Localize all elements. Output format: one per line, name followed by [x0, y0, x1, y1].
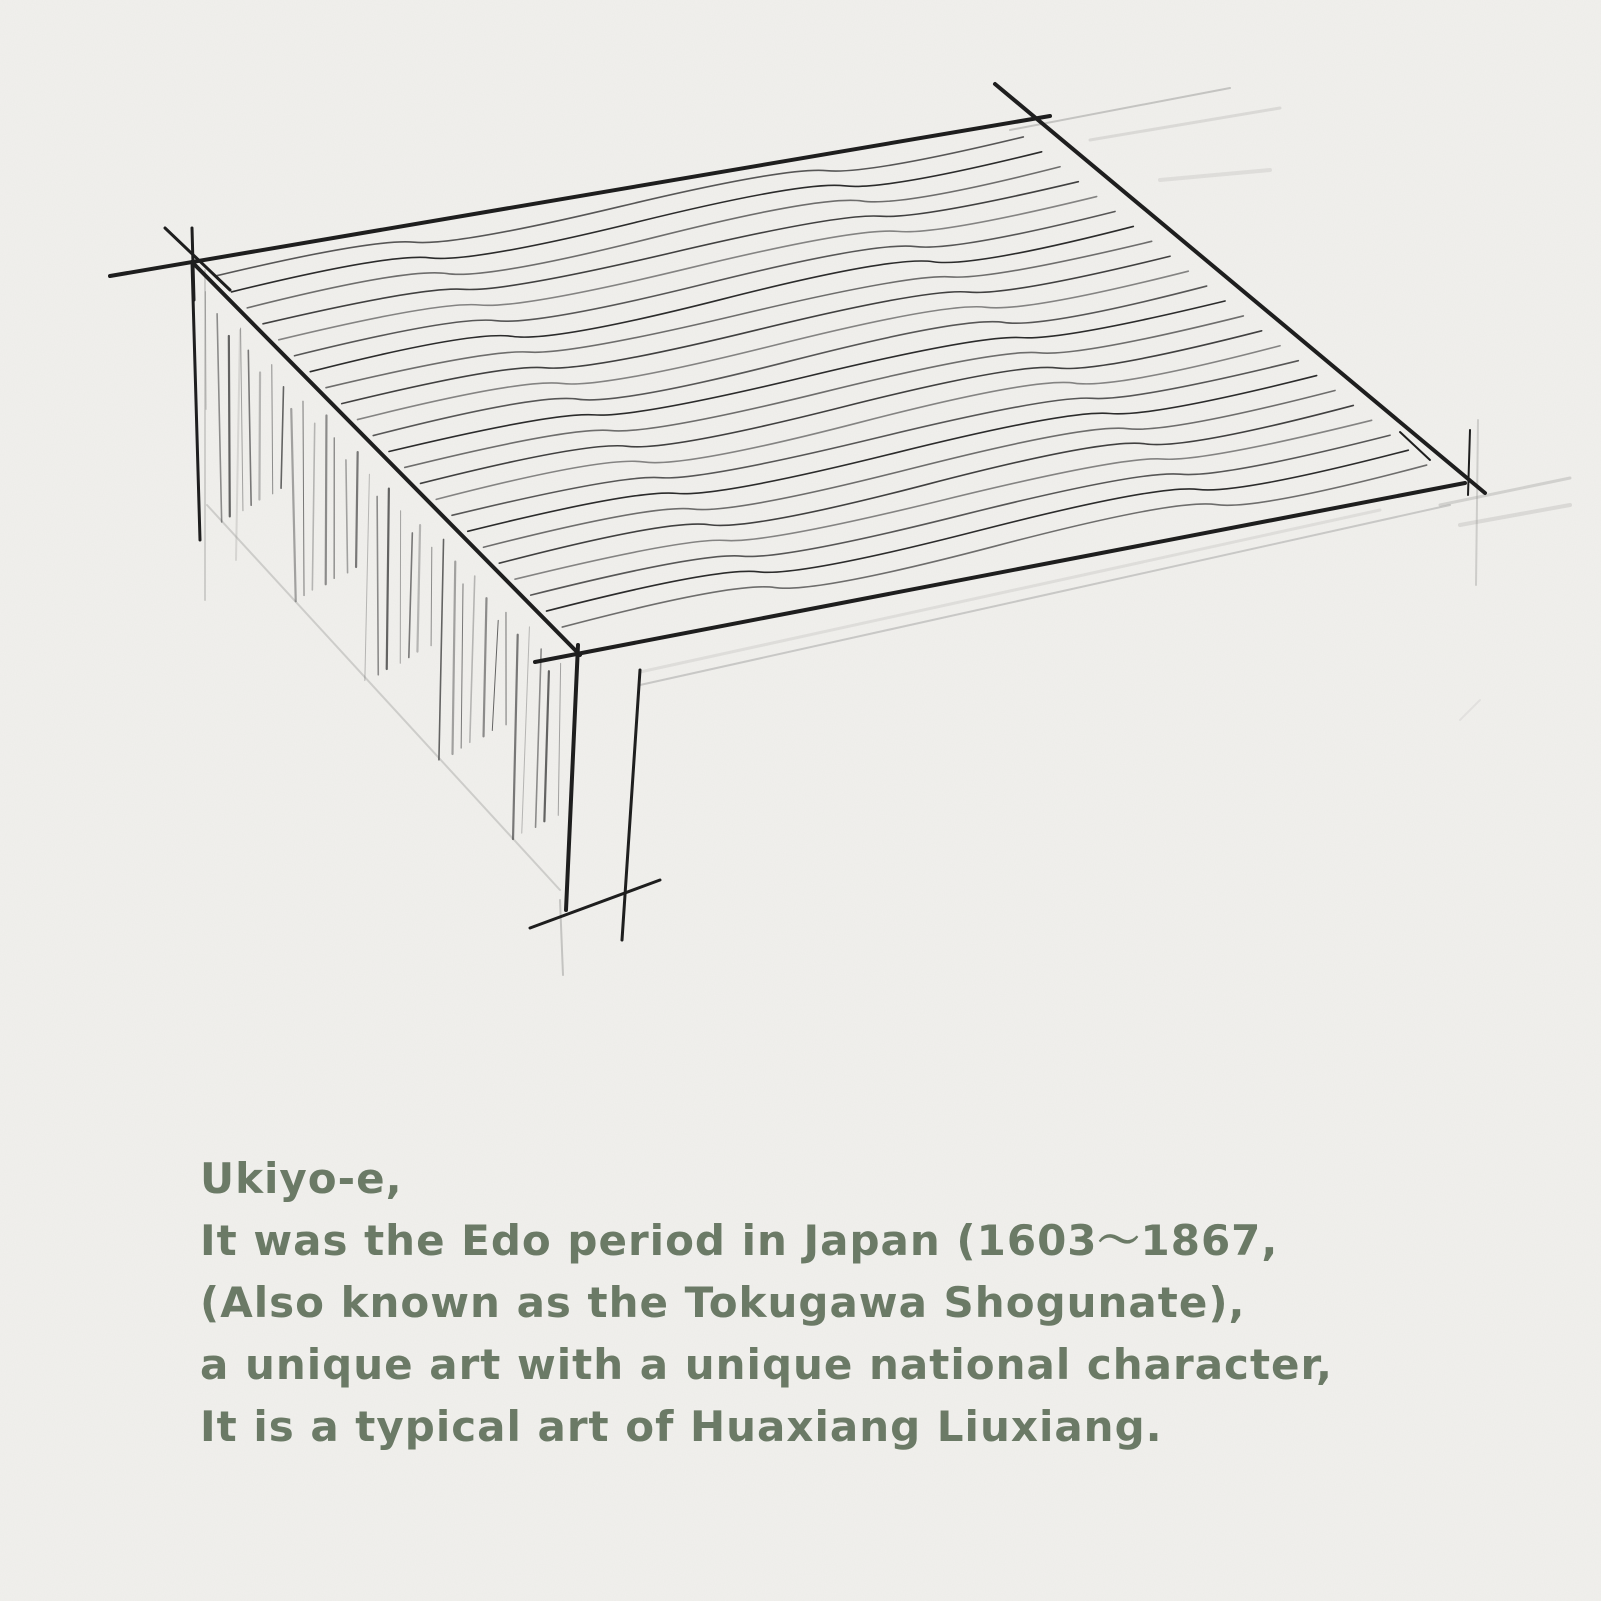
side-grain-stroke	[291, 409, 296, 601]
side-grain-stroke	[303, 401, 304, 595]
side-grain-stroke	[461, 584, 463, 748]
wood-grain-line	[263, 182, 1078, 324]
wood-grain-line	[216, 137, 1024, 276]
side-grain-stroke	[513, 635, 518, 839]
side-grain-stroke	[387, 489, 389, 669]
side-grain-stroke	[492, 620, 498, 730]
side-grain-stroke	[439, 539, 444, 759]
side-grain-stroke	[248, 350, 251, 505]
faint-construction-strokes	[205, 88, 1570, 975]
side-grain-stroke	[417, 525, 420, 652]
caption-line-5: It is a typical art of Huaxiang Liuxiang.	[200, 1402, 1163, 1451]
wood-grain-line	[499, 405, 1353, 563]
side-grain-stroke	[217, 314, 222, 522]
wood-grain-line	[295, 212, 1116, 356]
side-grain-stroke	[205, 292, 206, 410]
wood-grain-line	[247, 167, 1060, 308]
wood-grain-line	[326, 241, 1152, 387]
side-grain-stroke	[377, 496, 378, 674]
wood-grain-line	[358, 271, 1189, 419]
wood-grain-line	[436, 346, 1280, 500]
wood-grain-line	[342, 256, 1170, 403]
wood-grain-line	[310, 226, 1133, 371]
side-grain-stroke	[536, 649, 542, 827]
side-grain-stroke	[484, 598, 487, 736]
caption-line-3: (Also known as the Tokugawa Shogunate),	[200, 1278, 1246, 1327]
side-grain-stroke	[453, 562, 456, 754]
wood-grain-line	[232, 152, 1042, 292]
side-grain-stroke	[470, 576, 475, 742]
side-grain-stroke	[409, 533, 413, 658]
side-grain-stroke	[558, 663, 560, 815]
wood-grain-line	[279, 197, 1097, 340]
side-grain-stroke	[272, 365, 273, 494]
side-grain-stroke	[241, 328, 243, 511]
wood-grain-line	[373, 286, 1206, 435]
side-grain-stroke	[544, 671, 549, 821]
side-grain-stroke	[259, 372, 260, 499]
wood-grain-top-surface	[216, 137, 1427, 627]
side-grain-stroke	[431, 547, 432, 645]
side-grain-stroke	[356, 452, 358, 567]
side-grain-stroke	[229, 336, 230, 516]
side-grain-stroke	[365, 474, 370, 680]
caption-line-2: It was the Edo period in Japan (1603～1867,	[200, 1216, 1279, 1265]
side-grain-stroke	[312, 423, 314, 590]
side-grain-stroke	[326, 416, 327, 585]
caption-text	[200, 1148, 1500, 1458]
side-grain-stroke	[281, 387, 283, 488]
caption-line-4: a unique art with a unique national character,	[200, 1340, 1333, 1389]
caption-line-1: Ukiyo-e,	[200, 1154, 403, 1203]
wood-grain-line	[531, 435, 1390, 595]
side-grain-stroke	[522, 627, 530, 833]
wood-grain-line	[468, 376, 1317, 532]
wood-grain-side-face	[205, 292, 560, 839]
wood-grain-line	[515, 420, 1372, 579]
wood-grain-line	[562, 465, 1426, 627]
side-grain-stroke	[346, 460, 348, 573]
block-outline	[110, 84, 1485, 940]
